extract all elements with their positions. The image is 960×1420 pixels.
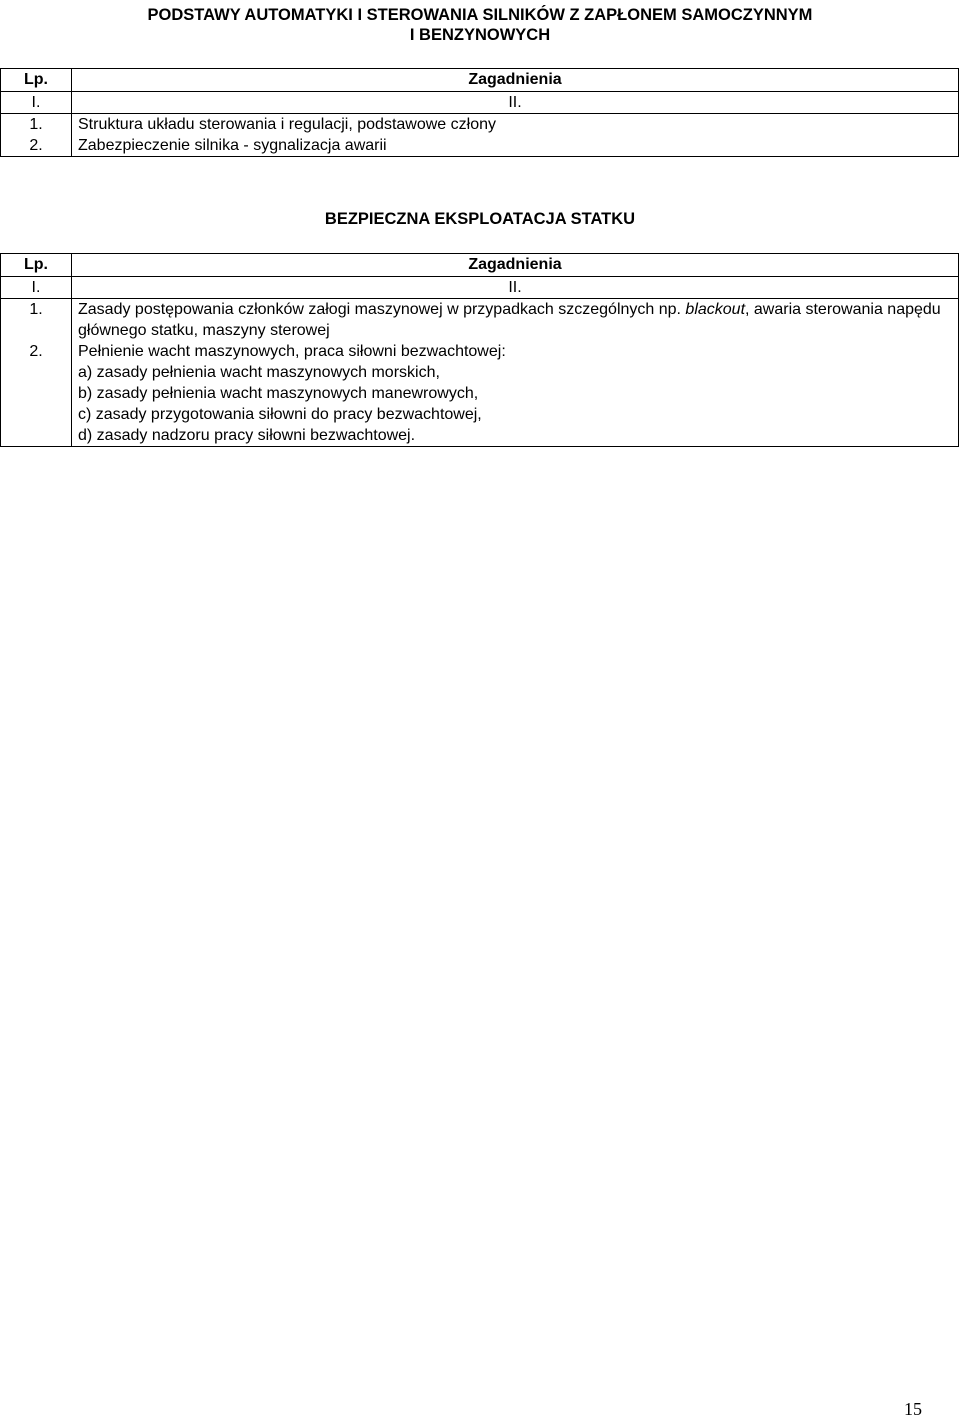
table-header-row (1, 69, 959, 92)
column-number-lp: I. (1, 277, 72, 299)
row-topic-text-start: Zasady postępowania członków załogi maszynowej w przypadkach szczególnych np. (78, 301, 686, 318)
list-item: a) zasady pełnienia wacht maszynowych morskich, (78, 364, 440, 381)
row-topic (72, 299, 959, 342)
table-row (1, 135, 959, 157)
column-number-row (1, 92, 959, 114)
table-row (1, 341, 959, 447)
column-number-lp: I. (1, 92, 72, 114)
row-lp: 2. (1, 135, 72, 157)
row-topic: Struktura układu sterowania i regulacji, podstawowe człony (72, 114, 959, 136)
row-topic: Zabezpieczenie silnika - sygnalizacja awarii (72, 135, 959, 157)
row-topic (72, 341, 959, 447)
table-header-row (1, 254, 959, 277)
column-number-topics: II. (72, 92, 959, 114)
section-1-title (60, 5, 900, 45)
section-2-title: BEZPIECZNA EKSPLOATACJA STATKU (324, 210, 636, 228)
table-row (1, 114, 959, 136)
row-lp: 1. (1, 114, 72, 136)
section-1-topics-table (0, 68, 959, 157)
list-item: c) zasady przygotowania siłowni do pracy bezwachtowej, (78, 406, 482, 423)
table-row (1, 299, 959, 342)
column-number-row (1, 277, 959, 299)
section-1-title-line-1: PODSTAWY AUTOMATYKI I STEROWANIA SILNIKÓW Z ZAPŁONEM SAMOCZYNNYM (147, 6, 813, 24)
list-item: d) zasady nadzoru pracy siłowni bezwachtowej. (78, 427, 416, 444)
row-topic-text-end: , awaria sterowania napędu głównego statku, maszyny sterowej (78, 301, 941, 339)
page-number: 15 (904, 1399, 922, 1419)
header-topics: Zagadnienia (72, 69, 959, 92)
header-lp: Lp. (1, 69, 72, 92)
row-lp: 2. (1, 341, 72, 447)
header-lp: Lp. (1, 254, 72, 277)
row-lp: 1. (1, 299, 72, 342)
row-topic-intro: Pełnienie wacht maszynowych, praca siłowni bezwachtowej: (78, 343, 506, 360)
column-number-topics: II. (72, 277, 959, 299)
section-2-topics-table (0, 253, 959, 447)
header-topics: Zagadnienia (72, 254, 959, 277)
section-1-title-line-2: I BENZYNOWYCH (409, 26, 551, 44)
list-item: b) zasady pełnienia wacht maszynowych manewrowych, (78, 385, 479, 402)
row-topic-italic-term: blackout (685, 301, 746, 318)
